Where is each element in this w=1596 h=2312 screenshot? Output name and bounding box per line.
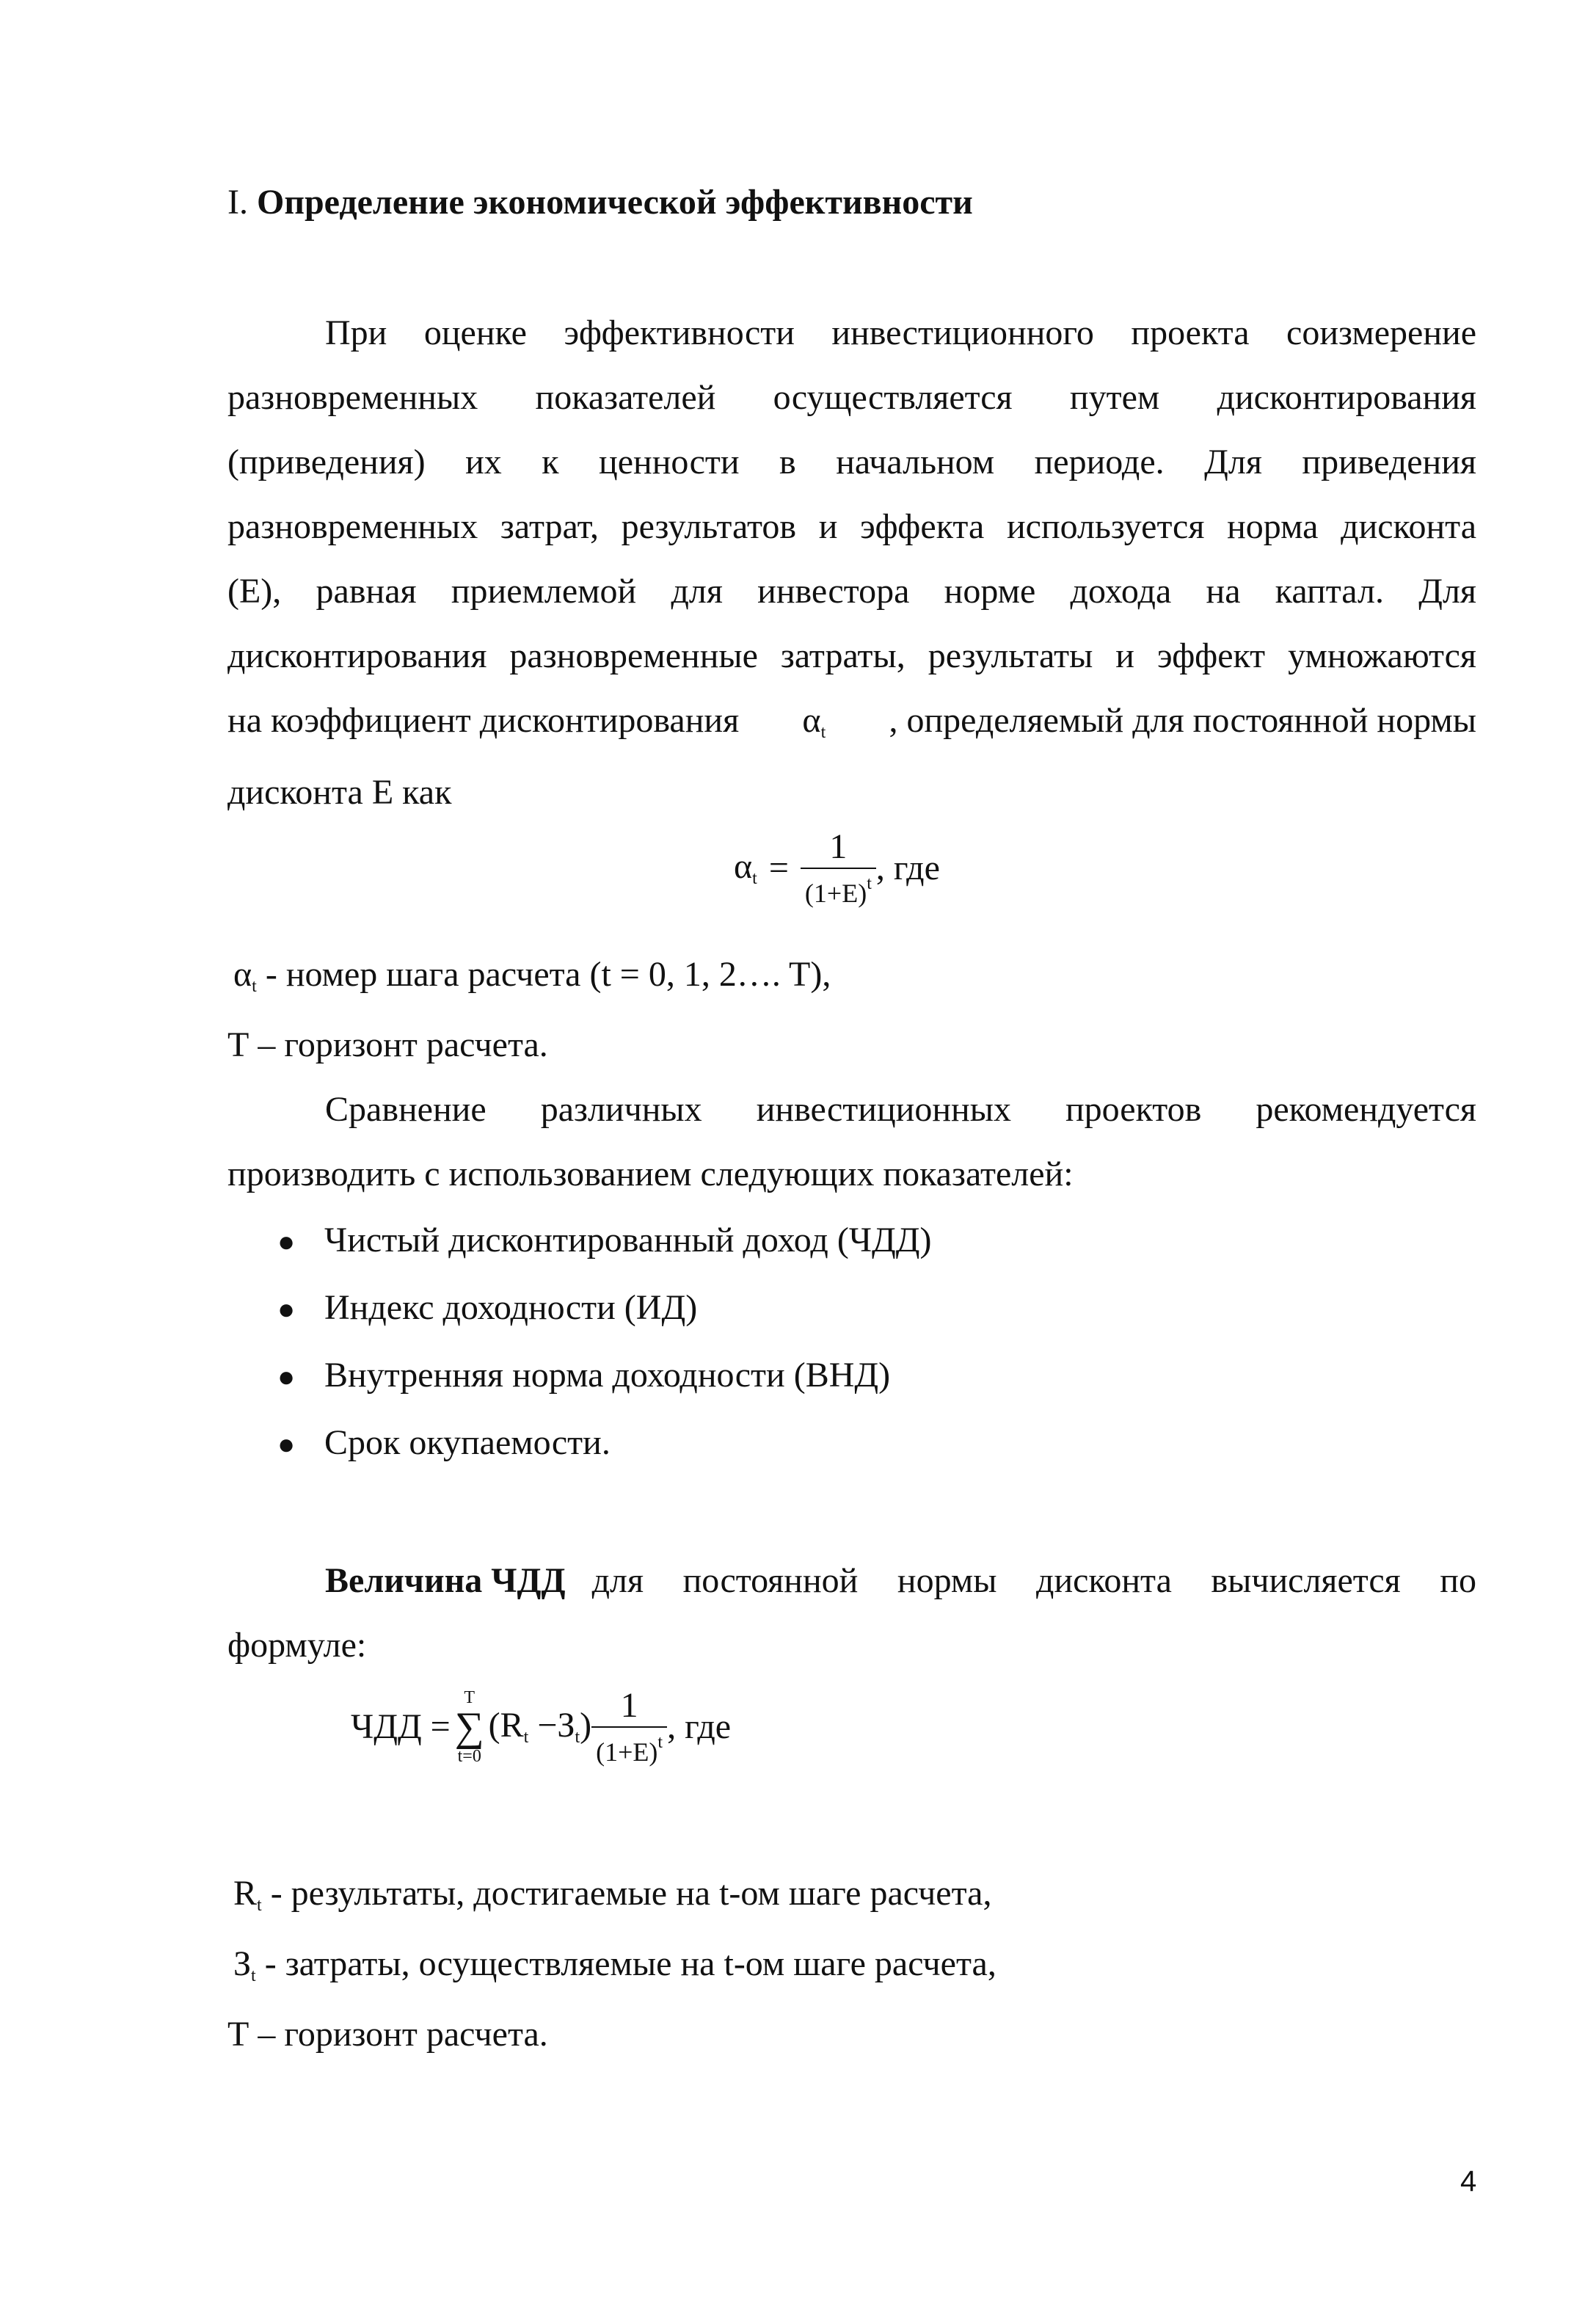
def-costs-text: - затраты, осуществляемые на t-ом шаге расчета, <box>264 1944 996 1983</box>
formula2-lhs: ЧДД = <box>351 1706 451 1746</box>
heading-number: I. <box>227 183 248 222</box>
def-results-text: - результаты, достигаемые на t-ом шаге расчета, <box>270 1874 992 1913</box>
para1-line-5: (Е), равная приемлемой для инвестора норме дохода на каптал. Для <box>227 572 1476 611</box>
para1-line-8: дисконта Е как <box>227 773 452 812</box>
formula1-denominator: $(1+E)^t$ <box>801 868 876 906</box>
formula2-fraction <box>591 1688 667 1765</box>
formula1-eq: = <box>768 848 789 887</box>
formula2-sigma: T ∑ t=0 <box>454 1687 484 1766</box>
formula1-fraction <box>801 829 876 906</box>
para1-line-4: разновременных затрат, результатов и эффекта используется норма дисконта <box>227 507 1476 546</box>
para1-line-7 <box>227 703 1476 741</box>
section-heading <box>227 185 973 220</box>
def-alpha-text: - номер шага расчета (t = 0, 1, 2…. T), <box>265 955 831 994</box>
formula2-term: $(R_t -З_t)$ <box>488 1705 592 1747</box>
para3-bold: Величина ЧДД <box>325 1561 566 1600</box>
bullet-icon: ● <box>277 1360 296 1393</box>
para1-line7-alpha: $\alpha_t$ <box>802 701 826 742</box>
formula2-numerator: 1 <box>620 1686 638 1725</box>
formula-alpha <box>734 829 940 906</box>
para2-line-2: производить с использованием следующих показателей: <box>227 1155 1074 1193</box>
list-item: ● Чистый дисконтированный доход (ЧДД) <box>277 1221 932 1259</box>
para3-line-1 <box>325 1563 1476 1599</box>
list-item: ● Срок окупаемости. <box>277 1423 611 1462</box>
para3-line-2: формуле: <box>227 1626 367 1665</box>
para1-line-3: (приведения) их к ценности в начальном периоде. Для приведения <box>227 443 1476 481</box>
def-results: $R_t$ - результаты, достигаемые на t-ом шаге расчета, <box>233 1874 992 1915</box>
para1-line-2: разновременных показателей осуществляется путем дисконтирования <box>227 378 1476 417</box>
list-item: ● Индекс доходности (ИД) <box>277 1288 698 1327</box>
para3-rest: для постоянной нормы дисконта вычисляется по <box>591 1561 1476 1600</box>
bullet-icon: ● <box>277 1225 296 1258</box>
para1-line7-start: на коэффициент дисконтирования <box>227 701 740 740</box>
heading-title: Определение экономической эффективности <box>256 183 973 222</box>
formula2-denominator: $(1+E)^t$ <box>591 1726 667 1765</box>
para2-line-1: Сравнение различных инвестиционных проектов рекомендуется <box>325 1090 1476 1129</box>
def-horizon: Т – горизонт расчета. <box>227 1025 548 1064</box>
def-costs: $З_t$ - затраты, осуществляемые на t-ом шаге расчета, <box>233 1944 996 1985</box>
para1-line-6: дисконтирования разновременные затраты, результаты и эффект умножаются <box>227 636 1476 675</box>
formula1-lhs: $\alpha_t$ <box>734 846 757 888</box>
formula1-tail: , где <box>875 848 940 887</box>
formula2-tail: , где <box>667 1706 732 1746</box>
page-number: 4 <box>1460 2165 1477 2198</box>
list-item: ● Внутренняя норма доходности (ВНД) <box>277 1356 891 1395</box>
para1-line-1: При оценке эффективности инвестиционного проекта соизмерение <box>325 313 1476 352</box>
formula-npv <box>351 1688 731 1765</box>
bullet-icon: ● <box>277 1293 296 1326</box>
bullet-icon: ● <box>277 1428 296 1461</box>
def-alpha: $\alpha_t$ - номер шага расчета (t = 0, 1, 2…. T), <box>233 955 831 996</box>
formula1-numerator: 1 <box>829 827 848 866</box>
para1-line7-end: , определяемый для постоянной нормы <box>889 701 1476 740</box>
def-horizon-2: Т – горизонт расчета. <box>227 2015 548 2054</box>
